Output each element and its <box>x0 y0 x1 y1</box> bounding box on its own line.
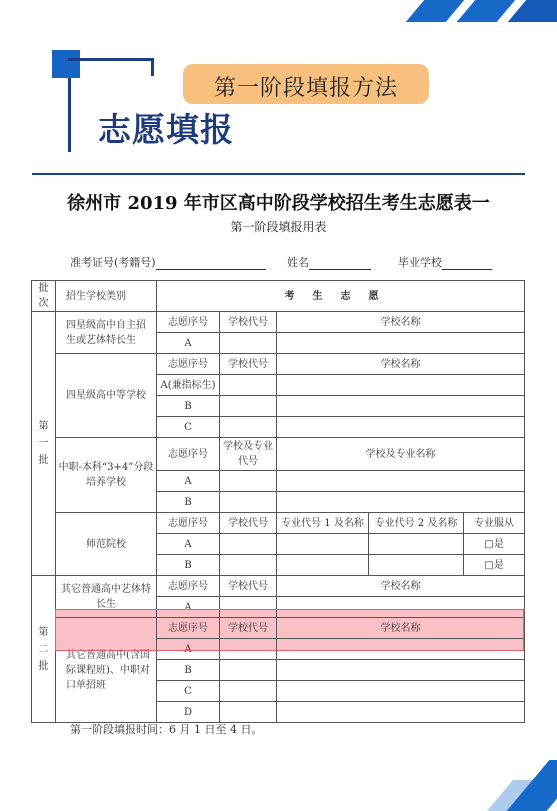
school-label: 毕业学校 <box>398 256 442 269</box>
wish-table <box>31 280 525 723</box>
col-code: 学校代号 <box>220 618 277 639</box>
input-cell[interactable] <box>277 492 525 513</box>
form-subtitle: 第一阶段填报用表 <box>230 220 327 234</box>
letter: A(兼指标生) <box>157 375 220 396</box>
input-cell[interactable] <box>277 333 525 354</box>
head-category: 招生学校类别 <box>56 281 157 312</box>
input-cell[interactable] <box>277 471 525 492</box>
col-seq: 志愿序号 <box>157 354 220 375</box>
col-code: 学校代号 <box>220 354 277 375</box>
letter: A <box>157 597 220 618</box>
divider <box>32 173 525 175</box>
input-cell[interactable] <box>369 534 464 555</box>
input-cell[interactable] <box>220 417 277 438</box>
input-cell[interactable] <box>220 702 277 723</box>
letter: B <box>157 660 220 681</box>
batch-2-label: 第二批 <box>32 576 56 723</box>
input-cell[interactable] <box>220 333 277 354</box>
header-frame-line <box>151 58 154 76</box>
col-name-major: 学校及专业名称 <box>277 438 525 471</box>
input-cell[interactable] <box>369 555 464 576</box>
highlight-border <box>55 609 524 651</box>
corner-stripe <box>457 0 515 22</box>
banner-text: 第一阶段填报方法 <box>213 76 398 101</box>
form-title: 徐州市 2019 年市区高中阶段学校招生考生志愿表一 <box>67 193 490 214</box>
group-label: 师范院校 <box>56 513 157 576</box>
input-cell[interactable] <box>277 396 525 417</box>
exam-id-blank[interactable] <box>156 257 266 270</box>
input-cell[interactable] <box>277 534 369 555</box>
col-code: 学校代号 <box>220 513 277 534</box>
letter: D <box>157 702 220 723</box>
name-label: 姓名 <box>287 256 309 269</box>
col-seq: 志愿序号 <box>157 618 220 639</box>
col-seq: 志愿序号 <box>157 576 220 597</box>
school-blank[interactable] <box>442 257 492 270</box>
input-cell[interactable] <box>220 492 277 513</box>
group-label: 四星级高中自主招生或艺体特长生 <box>56 312 157 354</box>
input-cell[interactable] <box>277 417 525 438</box>
col-major-1: 专业代号 1 及名称 <box>277 513 369 534</box>
group-label: 四星级高中等学校 <box>56 354 157 438</box>
input-cell[interactable] <box>277 555 369 576</box>
col-seq: 志愿序号 <box>157 438 220 471</box>
input-cell[interactable] <box>277 375 525 396</box>
input-cell[interactable] <box>277 681 525 702</box>
letter: A <box>157 639 220 660</box>
batch-1-label: 第一批 <box>32 312 56 576</box>
group-label: 其它普通高中艺体特长生 <box>56 576 157 618</box>
letter: B <box>157 492 220 513</box>
name-field <box>287 254 371 270</box>
name-blank[interactable] <box>309 257 371 270</box>
letter: C <box>157 417 220 438</box>
header-square-icon <box>52 50 80 78</box>
letter: A <box>157 471 220 492</box>
input-cell[interactable] <box>220 660 277 681</box>
input-cell[interactable] <box>220 471 277 492</box>
input-cell[interactable] <box>220 534 277 555</box>
letter: A <box>157 534 220 555</box>
corner-stripe <box>406 0 464 22</box>
footer-note: 第一阶段填报时间：6 月 1 日至 4 日。 <box>70 723 263 736</box>
header-frame-line <box>68 78 71 152</box>
col-obey: 专业服从 <box>464 513 525 534</box>
col-seq: 志愿序号 <box>157 312 220 333</box>
input-cell[interactable] <box>220 375 277 396</box>
exam-id-label: 准考证号(考籍号) <box>70 256 156 269</box>
section-banner <box>183 64 429 104</box>
col-name: 学校名称 <box>277 618 525 639</box>
corner-stripe <box>508 0 557 22</box>
col-code: 学校代号 <box>220 576 277 597</box>
letter: B <box>157 396 220 417</box>
input-cell[interactable] <box>220 396 277 417</box>
col-seq: 志愿序号 <box>157 513 220 534</box>
input-cell[interactable] <box>220 681 277 702</box>
input-cell[interactable] <box>220 555 277 576</box>
col-code: 学校代号 <box>220 312 277 333</box>
group-label: 中职-本科“3+4”分段培养学校 <box>56 438 157 513</box>
input-cell[interactable] <box>277 702 525 723</box>
obey-checkbox[interactable]: □是 <box>464 555 525 576</box>
head-wish: 考生志愿 <box>157 281 525 312</box>
page-title: 志愿填报 <box>98 110 234 149</box>
letter: B <box>157 555 220 576</box>
col-major-2: 专业代号 2 及名称 <box>369 513 464 534</box>
school-field <box>398 254 492 270</box>
letter: C <box>157 681 220 702</box>
col-name: 学校名称 <box>277 576 525 597</box>
input-cell[interactable] <box>277 660 525 681</box>
exam-id-field <box>70 254 266 270</box>
letter: A <box>157 333 220 354</box>
obey-checkbox[interactable]: □是 <box>464 534 525 555</box>
head-batch: 批次 <box>32 281 56 312</box>
col-name: 学校名称 <box>277 354 525 375</box>
col-name: 学校名称 <box>277 312 525 333</box>
group-label: 其它普通高中(含国际课程班)、中职对口单招班 <box>56 618 157 723</box>
col-code-major: 学校及专业代号 <box>220 438 277 471</box>
header-frame-line <box>68 58 154 61</box>
